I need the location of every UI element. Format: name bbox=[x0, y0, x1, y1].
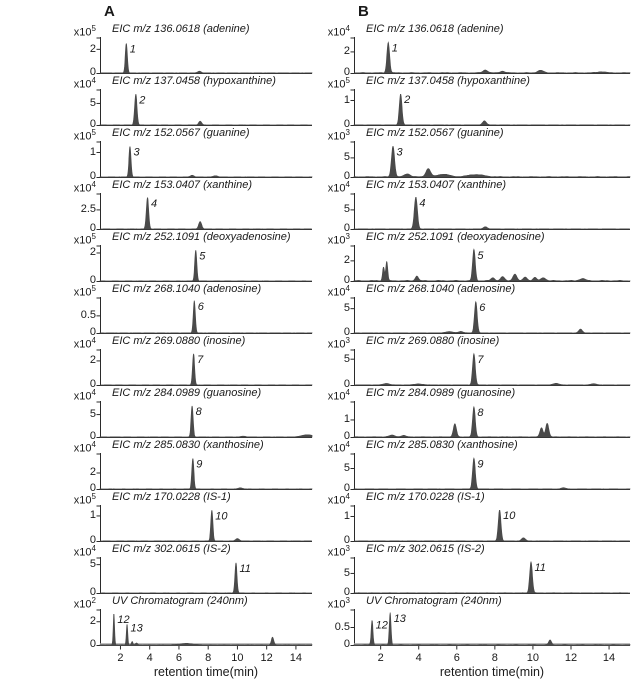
panel-title: EIC m/z 268.1040 (adenosine) bbox=[112, 283, 262, 295]
y-axis-labels-a1 bbox=[52, 22, 100, 78]
y-scale-label: $x10^5$ bbox=[73, 24, 96, 39]
chromatogram-trace bbox=[100, 95, 312, 126]
y-axis-labels-b8 bbox=[312, 386, 354, 442]
panel-b1 bbox=[312, 22, 630, 78]
y-tick-label: 1 bbox=[343, 509, 350, 522]
y-axis-labels-a3 bbox=[52, 126, 100, 182]
chromatogram-plot-b8 bbox=[354, 401, 630, 438]
panel-title: EIC m/z 136.0618 (adenine) bbox=[366, 23, 504, 35]
chromatogram-plot-b7 bbox=[354, 349, 630, 386]
peak-number-label: 9 bbox=[477, 458, 484, 471]
panel-a11 bbox=[52, 542, 312, 598]
y-axis-labels-a9 bbox=[52, 438, 100, 494]
peak-number-label: 11 bbox=[239, 562, 251, 575]
x-tick-label: 2 bbox=[117, 652, 124, 664]
x-tick-label: 10 bbox=[231, 652, 244, 664]
plot-area-b1 bbox=[354, 22, 630, 74]
y-scale-label: $x10^5$ bbox=[73, 284, 96, 299]
panel-title: EIC m/z 302.0615 (IS-2) bbox=[366, 543, 485, 555]
x-tick-label: 12 bbox=[260, 652, 273, 664]
y-axis-labels-b6 bbox=[312, 282, 354, 338]
chromatogram-trace bbox=[354, 407, 630, 437]
peak-number-label: 6 bbox=[479, 302, 486, 314]
chromatogram-plot-a4 bbox=[100, 193, 312, 230]
x-tick-label: 4 bbox=[146, 652, 153, 664]
peak-number-label: 10 bbox=[215, 510, 228, 523]
chromatogram-trace bbox=[354, 197, 630, 229]
y-axis-labels-a12 bbox=[52, 594, 100, 650]
chromatogram-plot-a11 bbox=[100, 557, 312, 594]
y-tick-label: 5 bbox=[343, 566, 350, 579]
plot-area-a5 bbox=[100, 230, 312, 282]
chromatogram-plot-b11 bbox=[354, 557, 630, 594]
chromatogram-trace bbox=[354, 354, 630, 385]
chromatogram-trace bbox=[100, 251, 312, 281]
y-axis-labels-b4 bbox=[312, 178, 354, 234]
chromatogram-trace bbox=[100, 563, 312, 593]
y-scale-label: $x10^4$ bbox=[327, 388, 350, 403]
plot-area-b9 bbox=[354, 438, 630, 490]
column-a-label: A bbox=[104, 3, 115, 20]
y-zero-label: 0 bbox=[343, 430, 350, 442]
chromatogram-trace bbox=[354, 249, 630, 281]
chromatogram-trace bbox=[100, 198, 312, 229]
y-zero-label: 0 bbox=[343, 378, 350, 390]
x-tick-label: 4 bbox=[415, 652, 422, 664]
chromatogram-trace bbox=[354, 562, 630, 593]
y-tick-label: 5 bbox=[89, 96, 96, 109]
chromatogram-plot-a1 bbox=[100, 37, 312, 74]
y-scale-label: $x10^4$ bbox=[73, 440, 96, 455]
plot-area-a12 bbox=[100, 594, 312, 646]
plot-area-a1 bbox=[100, 22, 312, 74]
y-scale-label: $x10^3$ bbox=[327, 336, 350, 351]
chromatogram-plot-a2 bbox=[100, 89, 312, 126]
chromatogram-trace bbox=[354, 147, 630, 178]
y-tick-label: 0.5 bbox=[80, 309, 96, 322]
y-zero-label: 0 bbox=[343, 66, 350, 78]
y-scale-label: $x10^5$ bbox=[73, 128, 96, 143]
y-zero-label: 0 bbox=[89, 586, 96, 598]
panel-title: EIC m/z 170.0228 (IS-1) bbox=[366, 491, 485, 503]
y-zero-label: 0 bbox=[89, 638, 96, 650]
y-axis-labels-b3 bbox=[312, 126, 354, 182]
y-zero-label: 0 bbox=[89, 222, 96, 234]
y-zero-label: 0 bbox=[343, 482, 350, 494]
y-zero-label: 0 bbox=[89, 430, 96, 442]
peak-number-label: 12 bbox=[117, 614, 130, 626]
panel-title: EIC m/z 269.0880 (inosine) bbox=[366, 335, 500, 347]
y-tick-label: 2 bbox=[89, 615, 96, 628]
peak-number-label: 3 bbox=[133, 146, 140, 159]
peak-number-label: 7 bbox=[197, 354, 204, 367]
x-axis-a bbox=[100, 646, 312, 664]
peak-number-label: 1 bbox=[129, 43, 136, 56]
y-tick-label: 5 bbox=[343, 352, 350, 365]
chromatogram-plot-b6 bbox=[354, 297, 630, 334]
peak-number-label: 5 bbox=[477, 250, 484, 263]
plot-area-b5 bbox=[354, 230, 630, 282]
y-tick-label: 5 bbox=[89, 408, 96, 421]
panel-b10 bbox=[312, 490, 630, 546]
x-axis-title: retention time(min) bbox=[153, 665, 259, 679]
y-axis-labels-a6 bbox=[52, 282, 100, 338]
y-zero-label: 0 bbox=[89, 482, 96, 494]
chromatogram-trace bbox=[100, 511, 312, 541]
y-axis-labels-b1 bbox=[312, 22, 354, 78]
y-scale-label: $x10^3$ bbox=[327, 232, 350, 247]
y-zero-label: 0 bbox=[89, 534, 96, 546]
x-tick-label: 12 bbox=[564, 652, 578, 664]
y-scale-label: $x10^4$ bbox=[327, 284, 350, 299]
peak-number-label: 6 bbox=[197, 301, 204, 314]
y-tick-label: 2.5 bbox=[80, 203, 96, 216]
panel-title: EIC m/z 285.0830 (xanthosine) bbox=[112, 439, 264, 451]
y-zero-label: 0 bbox=[89, 274, 96, 286]
y-axis-labels-a4 bbox=[52, 178, 100, 234]
plot-area-b7 bbox=[354, 334, 630, 386]
panel-b3 bbox=[312, 126, 630, 182]
panel-title: EIC m/z 152.0567 (guanine) bbox=[112, 127, 250, 139]
y-scale-label: $x10^3$ bbox=[327, 596, 350, 611]
peak-number-label: 4 bbox=[151, 197, 158, 210]
panel-a10 bbox=[52, 490, 312, 546]
plot-area-a4 bbox=[100, 178, 312, 230]
plot-area-a2 bbox=[100, 74, 312, 126]
plot-area-b8 bbox=[354, 386, 630, 438]
panel-b11 bbox=[312, 542, 630, 598]
y-axis-labels-b5 bbox=[312, 230, 354, 286]
y-axis-labels-a10 bbox=[52, 490, 100, 546]
y-axis-labels-a7 bbox=[52, 334, 100, 390]
peak-number-label: 13 bbox=[393, 613, 406, 626]
y-scale-label: $x10^4$ bbox=[73, 544, 96, 559]
y-zero-label: 0 bbox=[89, 378, 96, 390]
y-tick-label: 1 bbox=[89, 509, 96, 522]
panel-title: UV Chromatogram (240nm) bbox=[112, 595, 248, 607]
chromatogram-trace bbox=[100, 354, 312, 385]
x-tick-label: 8 bbox=[491, 652, 498, 664]
plot-area-a7 bbox=[100, 334, 312, 386]
peak-number-label: 9 bbox=[196, 458, 203, 471]
panel-a3 bbox=[52, 126, 312, 182]
panel-title: EIC m/z 284.0989 (guanosine) bbox=[112, 387, 262, 399]
panel-b8 bbox=[312, 386, 630, 442]
panel-b4 bbox=[312, 178, 630, 234]
plot-area-a8 bbox=[100, 386, 312, 438]
peak-number-label: 5 bbox=[199, 250, 206, 263]
y-axis-labels-b11 bbox=[312, 542, 354, 598]
peak-number-label: 11 bbox=[534, 562, 546, 575]
y-axis-labels-a11 bbox=[52, 542, 100, 598]
y-scale-label: $x10^4$ bbox=[327, 24, 350, 39]
chromatogram-plot-a5 bbox=[100, 245, 312, 282]
chromatogram-trace bbox=[100, 147, 312, 177]
y-axis-labels-a2 bbox=[52, 74, 100, 130]
chromatogram-plot-a3 bbox=[100, 141, 312, 178]
panel-title: EIC m/z 153.0407 (xanthine) bbox=[112, 179, 253, 191]
y-tick-label: 5 bbox=[343, 302, 350, 315]
plot-area-a10 bbox=[100, 490, 312, 542]
chromatogram-plot-b4 bbox=[354, 193, 630, 230]
x-tick-label: 2 bbox=[377, 652, 384, 664]
x-tick-label: 6 bbox=[175, 652, 183, 664]
plot-area-b3 bbox=[354, 126, 630, 178]
y-scale-label: $x10^5$ bbox=[73, 492, 96, 507]
peak-number-label: 1 bbox=[391, 42, 398, 55]
peak-number-label: 12 bbox=[375, 619, 388, 632]
panel-a12 bbox=[52, 594, 312, 650]
chromatogram-plot-b1 bbox=[354, 37, 630, 74]
column-b bbox=[312, 0, 630, 679]
panel-title: UV Chromatogram (240nm) bbox=[366, 595, 502, 607]
y-tick-label: 1 bbox=[343, 413, 350, 426]
panel-a9 bbox=[52, 438, 312, 494]
chromatogram-plot-b10 bbox=[354, 505, 630, 542]
y-scale-label: $x10^4$ bbox=[73, 76, 96, 91]
y-tick-label: 5 bbox=[343, 461, 350, 474]
y-tick-label: 5 bbox=[89, 558, 96, 571]
y-zero-label: 0 bbox=[343, 586, 350, 598]
y-zero-label: 0 bbox=[89, 170, 96, 182]
plot-area-a9 bbox=[100, 438, 312, 490]
y-zero-label: 0 bbox=[343, 170, 350, 182]
chromatogram-plot-a9 bbox=[100, 453, 312, 490]
y-scale-label: $x10^4$ bbox=[73, 336, 96, 351]
y-axis-labels-a5 bbox=[52, 230, 100, 286]
y-tick-label: 1 bbox=[89, 145, 96, 158]
panel-title: EIC m/z 284.0989 (guanosine) bbox=[366, 387, 516, 399]
chromatogram-plot-b12 bbox=[354, 609, 630, 646]
peak-number-label: 2 bbox=[139, 94, 146, 107]
plot-area-b12 bbox=[354, 594, 630, 646]
peak-number-label: 4 bbox=[419, 197, 426, 210]
y-scale-label: $x10^2$ bbox=[73, 596, 96, 611]
y-scale-label: $x10^3$ bbox=[327, 544, 350, 559]
peak-number-label: 8 bbox=[477, 407, 484, 420]
y-zero-label: 0 bbox=[343, 534, 350, 546]
panel-a1 bbox=[52, 22, 312, 78]
panel-title: EIC m/z 136.0618 (adenine) bbox=[112, 23, 250, 35]
peak-number-label: 2 bbox=[404, 94, 411, 107]
panel-title: EIC m/z 268.1040 (adenosine) bbox=[366, 283, 516, 295]
column-b-label: B bbox=[358, 3, 369, 20]
y-axis-labels-b10 bbox=[312, 490, 354, 546]
panel-title: EIC m/z 170.0228 (IS-1) bbox=[112, 491, 231, 503]
panel-b9 bbox=[312, 438, 630, 494]
chromatogram-plot-b9 bbox=[354, 453, 630, 490]
y-tick-label: 2 bbox=[89, 246, 96, 259]
y-tick-label: 2 bbox=[89, 42, 96, 55]
y-tick-label: 2 bbox=[343, 254, 350, 267]
plot-area-a3 bbox=[100, 126, 312, 178]
peak-number-label: 3 bbox=[396, 146, 403, 159]
y-tick-label: 5 bbox=[343, 203, 350, 216]
chromatogram-plot-b3 bbox=[354, 141, 630, 178]
y-tick-label: 2 bbox=[343, 45, 350, 58]
y-tick-label: 5 bbox=[343, 151, 350, 164]
panel-a2 bbox=[52, 74, 312, 130]
panel-title: EIC m/z 252.1091 (deoxyadenosine) bbox=[366, 231, 545, 243]
y-zero-label: 0 bbox=[89, 118, 96, 130]
panel-a4 bbox=[52, 178, 312, 234]
panel-title: EIC m/z 302.0615 (IS-2) bbox=[112, 543, 231, 555]
panel-title: EIC m/z 285.0830 (xanthosine) bbox=[366, 439, 518, 451]
plot-area-b4 bbox=[354, 178, 630, 230]
chromatogram-trace bbox=[354, 302, 630, 333]
panel-title: EIC m/z 269.0880 (inosine) bbox=[112, 335, 246, 347]
chromatogram-plot-a8 bbox=[100, 401, 312, 438]
y-scale-label: $x10^4$ bbox=[73, 180, 96, 195]
y-tick-label: 1 bbox=[343, 93, 350, 106]
panel-title: EIC m/z 152.0567 (guanine) bbox=[366, 127, 504, 139]
chromatogram-trace bbox=[100, 459, 312, 489]
chromatogram-trace bbox=[100, 406, 312, 437]
chromatogram-plot-a12 bbox=[100, 609, 312, 646]
panel-title: EIC m/z 252.1091 (deoxyadenosine) bbox=[112, 231, 291, 243]
y-axis-labels-b7 bbox=[312, 334, 354, 390]
peak-number-label: 10 bbox=[503, 510, 516, 523]
plot-area-b11 bbox=[354, 542, 630, 594]
y-axis-labels-b12 bbox=[312, 594, 354, 650]
y-scale-label: $x10^4$ bbox=[73, 388, 96, 403]
chromatogram-trace bbox=[354, 458, 630, 489]
plot-area-a11 bbox=[100, 542, 312, 594]
panel-b2 bbox=[312, 74, 630, 130]
chromatogram-plot-a10 bbox=[100, 505, 312, 542]
chromatogram-trace bbox=[100, 301, 312, 333]
y-zero-label: 0 bbox=[89, 66, 96, 78]
peak-number-label: 13 bbox=[130, 622, 143, 635]
x-axis-b bbox=[354, 646, 630, 664]
panel-a8 bbox=[52, 386, 312, 442]
panel-a6 bbox=[52, 282, 312, 338]
y-tick-label: 2 bbox=[89, 354, 96, 367]
chromatogram-trace bbox=[354, 94, 630, 125]
x-tick-label: 8 bbox=[205, 652, 212, 664]
y-scale-label: $x10^4$ bbox=[327, 492, 350, 507]
peak-number-label: 7 bbox=[477, 354, 484, 367]
y-axis-labels-b2 bbox=[312, 74, 354, 130]
chromatogram-plot-a7 bbox=[100, 349, 312, 386]
y-tick-label: 0.5 bbox=[334, 621, 350, 633]
y-zero-label: 0 bbox=[343, 118, 350, 130]
panel-title: EIC m/z 137.0458 (hypoxanthine) bbox=[366, 75, 530, 87]
y-scale-label: $x10^4$ bbox=[327, 180, 350, 195]
peak-number-label: 8 bbox=[195, 406, 202, 419]
plot-area-b2 bbox=[354, 74, 630, 126]
y-zero-label: 0 bbox=[343, 274, 350, 286]
y-axis-labels-a8 bbox=[52, 386, 100, 442]
panel-title: EIC m/z 137.0458 (hypoxanthine) bbox=[112, 75, 276, 87]
x-tick-label: 14 bbox=[289, 652, 303, 664]
chromatogram-plot-b2 bbox=[354, 89, 630, 126]
panel-a7 bbox=[52, 334, 312, 390]
panel-b5 bbox=[312, 230, 630, 286]
chromatogram-trace bbox=[354, 510, 630, 541]
y-zero-label: 0 bbox=[343, 638, 350, 650]
y-scale-label: $x10^4$ bbox=[327, 440, 350, 455]
plot-area-b6 bbox=[354, 282, 630, 334]
y-zero-label: 0 bbox=[343, 326, 350, 338]
x-axis-title: retention time(min) bbox=[439, 665, 545, 679]
column-a bbox=[52, 0, 312, 679]
x-tick-label: 6 bbox=[453, 652, 460, 664]
y-axis-labels-b9 bbox=[312, 438, 354, 494]
y-zero-label: 0 bbox=[89, 326, 96, 338]
y-tick-label: 2 bbox=[89, 466, 96, 479]
chromatogram-plot-b5 bbox=[354, 245, 630, 282]
plot-area-b10 bbox=[354, 490, 630, 542]
chromatogram-plot-a6 bbox=[100, 297, 312, 334]
panel-b6 bbox=[312, 282, 630, 338]
y-scale-label: $x10^5$ bbox=[327, 76, 350, 91]
x-tick-label: 14 bbox=[602, 652, 616, 664]
x-tick-label: 10 bbox=[526, 652, 540, 664]
panel-title: EIC m/z 153.0407 (xanthine) bbox=[366, 179, 507, 191]
plot-area-a6 bbox=[100, 282, 312, 334]
y-scale-label: $x10^3$ bbox=[327, 128, 350, 143]
panel-b7 bbox=[312, 334, 630, 390]
y-zero-label: 0 bbox=[343, 222, 350, 234]
y-scale-label: $x10^5$ bbox=[73, 232, 96, 247]
panel-b12 bbox=[312, 594, 630, 650]
panel-a5 bbox=[52, 230, 312, 286]
